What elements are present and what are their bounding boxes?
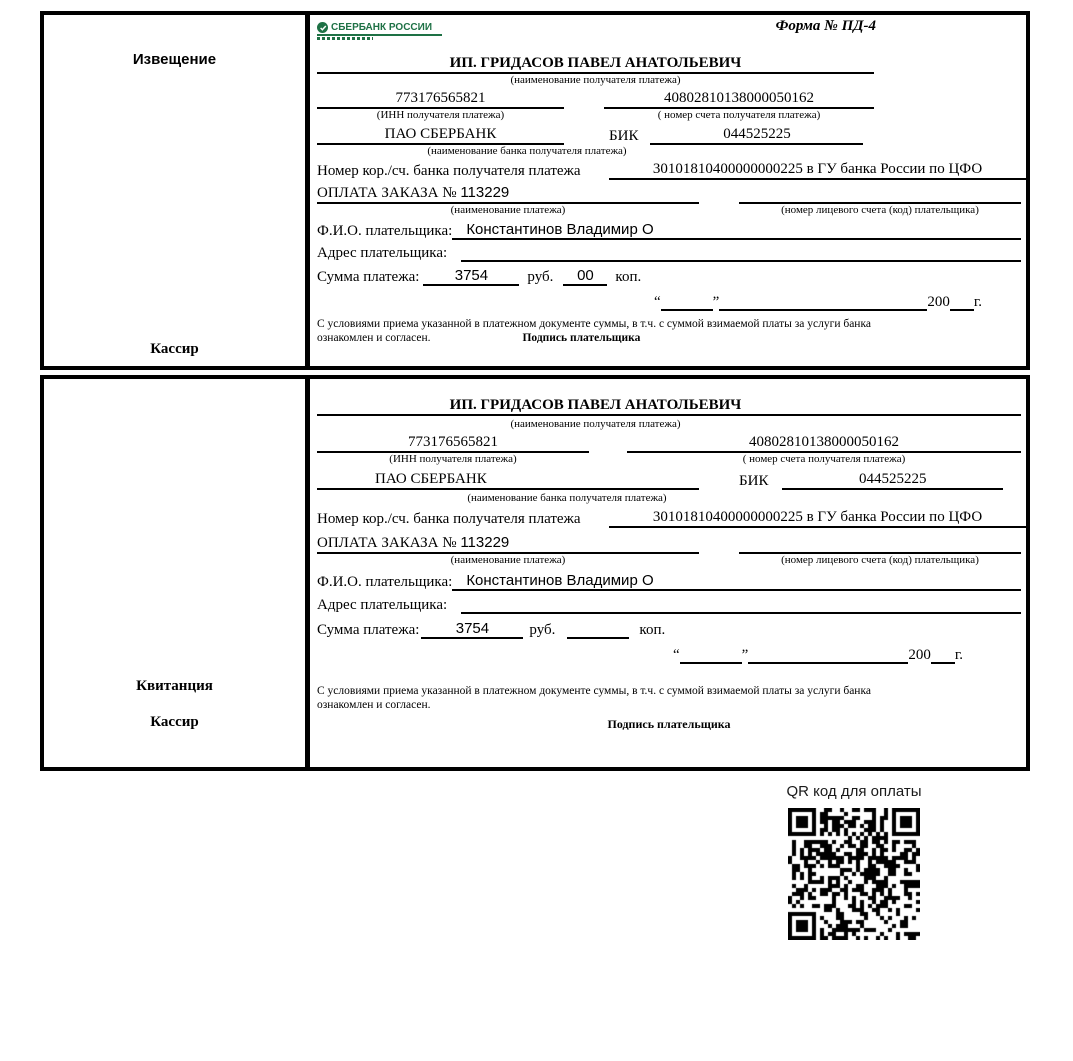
- signature-label: Подпись плательщика: [607, 717, 731, 732]
- rub-label: руб.: [527, 269, 554, 285]
- kop-label: коп.: [615, 269, 642, 285]
- payer-address-label: Адрес плательщика:: [317, 597, 448, 613]
- signature-label: Подпись плательщика: [522, 332, 641, 345]
- payer-address-value: [461, 612, 1021, 614]
- personal-account-label: (номер лицевого счета (код) плательщика): [781, 554, 979, 566]
- quote-open: “: [654, 294, 661, 310]
- amount-label: Сумма платежа:: [317, 622, 420, 638]
- payer-address-row: [317, 245, 1021, 262]
- korr-label: Номер кор./сч. банка получателя платежа: [317, 511, 581, 527]
- amount-kop-blank: [567, 637, 629, 639]
- notice-header: [317, 15, 1026, 55]
- qr-code: [788, 808, 920, 940]
- purpose-labels-row: [317, 204, 1021, 216]
- kop-label: коп.: [639, 622, 666, 638]
- inn-account-row: [317, 434, 1021, 453]
- payment-name-label: (наименование платежа): [450, 554, 566, 566]
- quote-open: “: [673, 647, 680, 663]
- amount-label: Сумма платежа:: [317, 269, 420, 285]
- inn-label: (ИНН получателя платежа): [389, 453, 517, 465]
- payment-purpose: [317, 534, 699, 554]
- payer-fio-row: [317, 572, 1021, 591]
- payer-fio-row: [317, 221, 1021, 240]
- account-value: 40802810138000050162: [627, 434, 1021, 453]
- inn-account-row: [317, 90, 1026, 109]
- payer-fio-value: Константинов Владимир О: [452, 221, 1021, 240]
- purpose-labels-row: [317, 554, 1021, 566]
- korr-account-value: 30101810400000000225 в ГУ банка России по ЦФО: [609, 509, 1026, 528]
- year-blank: [950, 309, 974, 311]
- bik-label: БИК: [739, 473, 769, 489]
- purpose-prefix: ОПЛАТА ЗАКАЗА №: [317, 535, 457, 551]
- underline: [317, 414, 1021, 416]
- payer-fio-value: Константинов Владимир О: [452, 572, 1021, 591]
- date-month-blank: [719, 309, 927, 311]
- amount-kop-value: 00: [563, 267, 607, 286]
- payment-form-page: [0, 11, 1073, 940]
- recipient-name-label: (наименование получателя платежа): [510, 418, 681, 430]
- consent-text: [317, 317, 989, 345]
- consent-line1: С условиями приема указанной в платежном документе суммы, в т.ч. с суммой взимаемой платы за услуги банка: [317, 685, 871, 697]
- bank-bik-row: [317, 471, 1021, 490]
- korr-label: Номер кор./сч. банка получателя платежа: [317, 163, 581, 179]
- date-day-blank: [680, 662, 742, 664]
- personal-account-label: (номер лицевого счета (код) плательщика): [781, 204, 979, 216]
- year-prefix: 200: [908, 647, 931, 663]
- year-suffix: г.: [954, 647, 964, 663]
- consent-text: [317, 684, 989, 712]
- side-label-cashier: Кассир: [150, 714, 199, 730]
- year-blank: [931, 662, 955, 664]
- korr-account-row: [317, 161, 1026, 180]
- amount-rub-value: 3754: [423, 267, 519, 286]
- purpose-row: [317, 184, 1021, 204]
- receipt-section: [40, 375, 1030, 771]
- side-label-cashier: Кассир: [150, 341, 199, 357]
- sberbank-logo: [317, 22, 442, 40]
- inn-account-labels: [317, 453, 1021, 465]
- payment-purpose: [317, 184, 699, 204]
- payment-name-label: (наименование платежа): [450, 204, 566, 216]
- bik-label: БИК: [609, 128, 639, 144]
- qr-caption: QR код для оплаты: [786, 783, 922, 800]
- korr-account-row: [317, 509, 1026, 528]
- recipient-title: ИП. ГРИДАСОВ ПАВЕЛ АНАТОЛЬЕВИЧ: [449, 397, 742, 413]
- order-number: 113229: [460, 534, 510, 551]
- date-row: [654, 294, 1026, 311]
- side-label-notice: Извещение: [132, 51, 217, 68]
- quote-close: ”: [712, 294, 720, 310]
- bik-value: 044525225: [650, 126, 863, 145]
- payer-address-value: [461, 260, 1021, 262]
- inn-value: 773176565821: [317, 434, 589, 453]
- purpose-prefix: ОПЛАТА ЗАКАЗА №: [317, 185, 457, 201]
- sberbank-logo-text: СБЕРБАНК РОССИИ: [331, 22, 433, 33]
- bank-name-value: ПАО СБЕРБАНК: [317, 126, 564, 145]
- sberbank-emblem-icon: [317, 22, 328, 33]
- side-label-receipt: Квитанция: [136, 678, 213, 694]
- notice-section: [40, 11, 1030, 370]
- form-number: Форма № ПД-4: [775, 18, 876, 34]
- consent-line1: С условиями приема указанной в платежном документе суммы, в т.ч. с суммой взимаемой платы за услуги банка: [317, 318, 871, 330]
- recipient-title: ИП. ГРИДАСОВ ПАВЕЛ АНАТОЛЬЕВИЧ: [449, 55, 742, 71]
- account-label: ( номер счета получателя платежа): [657, 109, 821, 121]
- payer-address-row: [317, 597, 1021, 614]
- quote-close: ”: [741, 647, 749, 663]
- sberbank-logo-tagline: [317, 37, 373, 40]
- amount-rub-value: 3754: [421, 620, 523, 639]
- receipt-main-column: [310, 379, 1026, 767]
- rub-label: руб.: [529, 622, 556, 638]
- amount-row: [317, 267, 1026, 286]
- year-prefix: 200: [927, 294, 950, 310]
- notice-main-column: [310, 15, 1026, 366]
- payer-fio-label: Ф.И.О. плательщика:: [317, 574, 453, 590]
- inn-label: (ИНН получателя платежа): [376, 109, 505, 121]
- account-value: 40802810138000050162: [604, 90, 874, 109]
- consent-line2: ознакомлен и согласен.: [317, 699, 431, 712]
- date-month-blank: [748, 662, 908, 664]
- inn-account-labels: [317, 109, 1026, 121]
- korr-account-value: 30101810400000000225 в ГУ банка России по ЦФО: [609, 161, 1026, 180]
- account-label: ( номер счета получателя платежа): [742, 453, 906, 465]
- payer-address-label: Адрес плательщика:: [317, 245, 448, 261]
- amount-row: [317, 620, 1026, 639]
- qr-section: [744, 783, 964, 940]
- payer-fio-label: Ф.И.О. плательщика:: [317, 223, 453, 239]
- consent-line2-row: [317, 331, 989, 345]
- date-day-blank: [661, 309, 713, 311]
- consent-line2: ознакомлен и согласен.: [317, 332, 431, 345]
- bank-name-label: (наименование банка получателя платежа): [467, 492, 667, 504]
- bank-name-label: (наименование банка получателя платежа): [427, 145, 627, 157]
- date-row: [673, 647, 1026, 664]
- bank-bik-row: [317, 126, 1026, 145]
- bik-value: 044525225: [782, 471, 1003, 490]
- inn-value: 773176565821: [317, 90, 564, 109]
- order-number: 113229: [460, 184, 510, 201]
- notice-side-column: [44, 15, 310, 366]
- bank-name-value: ПАО СБЕРБАНК: [317, 471, 699, 490]
- purpose-row: [317, 534, 1021, 554]
- receipt-side-column: [44, 379, 310, 767]
- recipient-name-label: (наименование получателя платежа): [510, 74, 681, 86]
- year-suffix: г.: [973, 294, 983, 310]
